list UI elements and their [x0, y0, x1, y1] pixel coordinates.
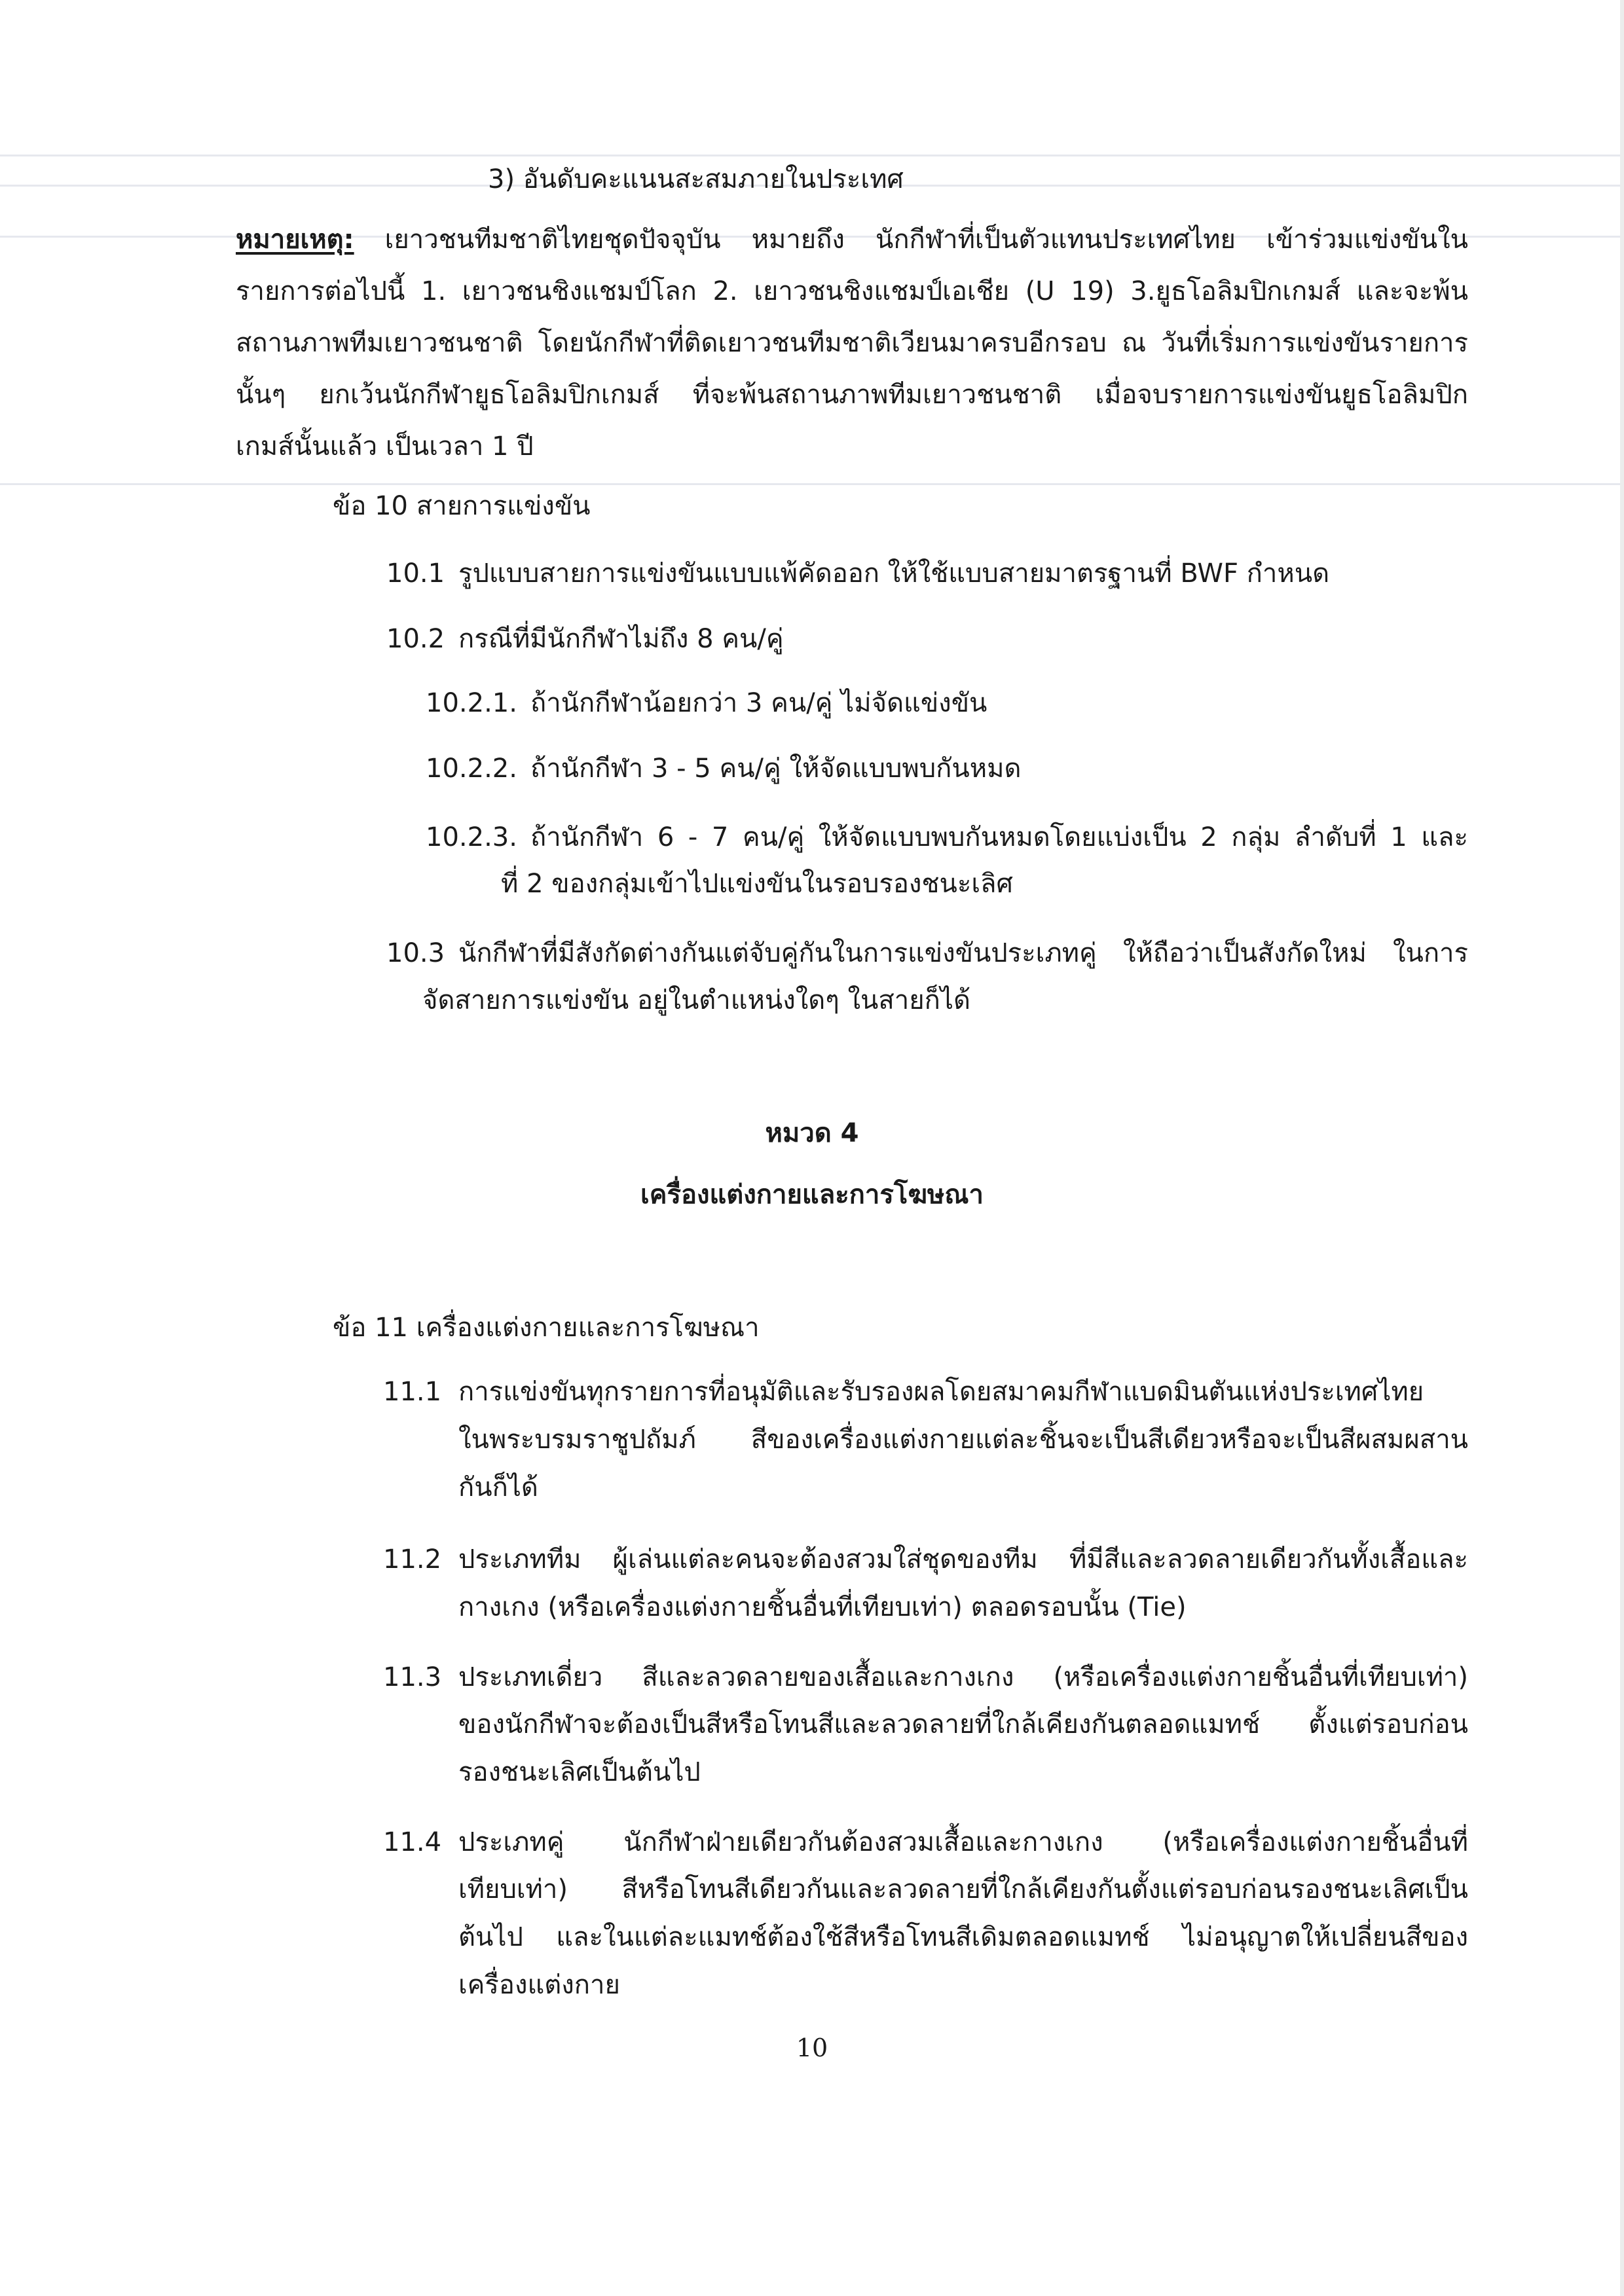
- note-text: เยาวชนทีมชาติไทยชุดปัจจุบัน หมายถึง นักกีฬาที่เป็นตัวแทนประเทศไทย เข้าร่วมแข่งขันใน: [354, 225, 1468, 255]
- scan-line: [0, 155, 1624, 156]
- clause-10-2-3-number: 10.2.3.: [426, 822, 517, 852]
- chapter-heading: หมวด 4: [765, 1118, 859, 1148]
- clause-10-2-1-number: 10.2.1.: [426, 688, 517, 718]
- clause-10-2-text: กรณีที่มีนักกีฬาไม่ถึง 8 คน/คู่: [458, 624, 784, 654]
- note-line-1: [236, 221, 1468, 258]
- clause-11-4-number: 11.4: [383, 1827, 442, 1857]
- clause-11-1-number: 11.1: [383, 1377, 442, 1407]
- clause-11-4-line-3: ต้นไป และในแต่ละแมทช์ต้องใช้สีหรือโทนสีเดิมตลอดแมทช์ ไม่อนุญาตให้เปลี่ยนสีของ: [458, 1922, 1468, 1952]
- clause-10-2-number: 10.2: [386, 624, 445, 654]
- scan-line: [0, 483, 1624, 485]
- clause-10-2-2-number: 10.2.2.: [426, 754, 517, 784]
- note-label: หมายเหตุ:: [236, 225, 354, 255]
- note-line-4: นั้นๆ ยกเว้นนักกีฬายูธโอลิมปิกเกมส์ ที่จะพ้นสถานภาพทีมเยาวชนชาติ เมื่อจบรายการแข่งขันยูธโอลิมปิก: [236, 380, 1468, 410]
- clause-10-2-1-text: ถ้านักกีฬาน้อยกว่า 3 คน/คู่ ไม่จัดแข่งขัน: [530, 688, 987, 718]
- note-line-5: เกมส์นั้นแล้ว เป็นเวลา 1 ปี: [236, 431, 534, 462]
- clause-11-3-line-1: ประเภทเดี่ยว สีและลวดลายของเสื้อและกางเกง (หรือเครื่องแต่งกายชิ้นอื่นที่เทียบเท่า): [458, 1662, 1468, 1692]
- clause-11-4-line-1: ประเภทคู่ นักกีฬาฝ่ายเดียวกันต้องสวมเสื้อและกางเกง (หรือเครื่องแต่งกายชิ้นอื่นที่: [458, 1827, 1468, 1857]
- clause-11-4-line-2: เทียบเท่า) สีหรือโทนสีเดียวกันและลวดลายที่ใกล้เคียงกันตั้งแต่รอบก่อนรองชนะเลิศเป็น: [458, 1874, 1468, 1904]
- clause-11-4-line-4: เครื่องแต่งกาย: [458, 1970, 620, 2000]
- clause-10-3-number: 10.3: [386, 938, 445, 968]
- clause-11-2-line-2: กางเกง (หรือเครื่องแต่งกายชิ้นอื่นที่เทียบเท่า) ตลอดรอบนั้น (Tie): [458, 1592, 1187, 1622]
- list-item-3: 3) อันดับคะแนนสะสมภายในประเทศ: [488, 164, 904, 194]
- clause-11-1-line-1: การแข่งขันทุกรายการที่อนุมัติและรับรองผลโดยสมาคมกีฬาแบดมินตันแห่งประเทศไทย: [458, 1377, 1424, 1407]
- clause-11-3-line-3: รองชนะเลิศเป็นต้นไป: [458, 1757, 701, 1787]
- note-line-2: รายการต่อไปนี้ 1. เยาวชนชิงแชมป์โลก 2. เยาวชนชิงแชมป์เอเชีย (U 19) 3.ยูธโอลิมปิกเกมส์ และจะพ้น: [236, 276, 1468, 306]
- clause-10-3-line-1: นักกีฬาที่มีสังกัดต่างกันแต่จับคู่กันในการแข่งขันประเภทคู่ ให้ถือว่าเป็นสังกัดใหม่ ในการ: [458, 938, 1468, 968]
- clause-10-1-text: รูปแบบสายการแข่งขันแบบแพ้คัดออก ให้ใช้แบบสายมาตรฐานที่ BWF กำหนด: [458, 558, 1330, 589]
- clause-10-2-3-line-1: ถ้านักกีฬา 6 - 7 คน/คู่ ให้จัดแบบพบกันหมดโดยแบ่งเป็น 2 กลุ่ม ลำดับที่ 1 และ: [530, 822, 1468, 852]
- note-line-3: สถานภาพทีมเยาวชนชาติ โดยนักกีฬาที่ติดเยาวชนทีมชาติเวียนมาครบอีกรอบ ณ วันที่เริ่มการแข่งขันรายการ: [236, 328, 1468, 358]
- clause-11-2-line-1: ประเภททีม ผู้เล่นแต่ละคนจะต้องสวมใส่ชุดของทีม ที่มีสีและลวดลายเดียวกันทั้งเสื้อและ: [458, 1544, 1468, 1575]
- chapter-subheading: เครื่องแต่งกายและการโฆษณา: [640, 1180, 984, 1210]
- clause-10-2-3-line-2: ที่ 2 ของกลุ่มเข้าไปแข่งขันในรอบรองชนะเลิศ: [501, 869, 1013, 899]
- clause-11-1-line-3: กันก็ได้: [458, 1472, 538, 1503]
- page-number: 10: [796, 2033, 828, 2062]
- clause-11-3-number: 11.3: [383, 1662, 442, 1692]
- clause-11-2-number: 11.2: [383, 1544, 442, 1575]
- clause-10-3-line-2: จัดสายการแข่งขัน อยู่ในตำแหน่งใดๆ ในสายก็ได้: [422, 985, 970, 1015]
- clause-10-title: ข้อ 10 สายการแข่งขัน: [333, 491, 591, 521]
- clause-11-title: ข้อ 11 เครื่องแต่งกายและการโฆษณา: [333, 1313, 760, 1343]
- clause-10-1-number: 10.1: [386, 558, 445, 589]
- clause-11-3-line-2: ของนักกีฬาจะต้องเป็นสีหรือโทนสีและลวดลายที่ใกล้เคียงกันตลอดแมทช์ ตั้งแต่รอบก่อน: [458, 1709, 1468, 1740]
- clause-11-1-line-2: ในพระบรมราชูปถัมภ์ สีของเครื่องแต่งกายแต่ละชิ้นจะเป็นสีเดียวหรือจะเป็นสีผสมผสาน: [458, 1425, 1468, 1455]
- clause-10-2-2-text: ถ้านักกีฬา 3 - 5 คน/คู่ ให้จัดแบบพบกันหมด: [530, 754, 1022, 784]
